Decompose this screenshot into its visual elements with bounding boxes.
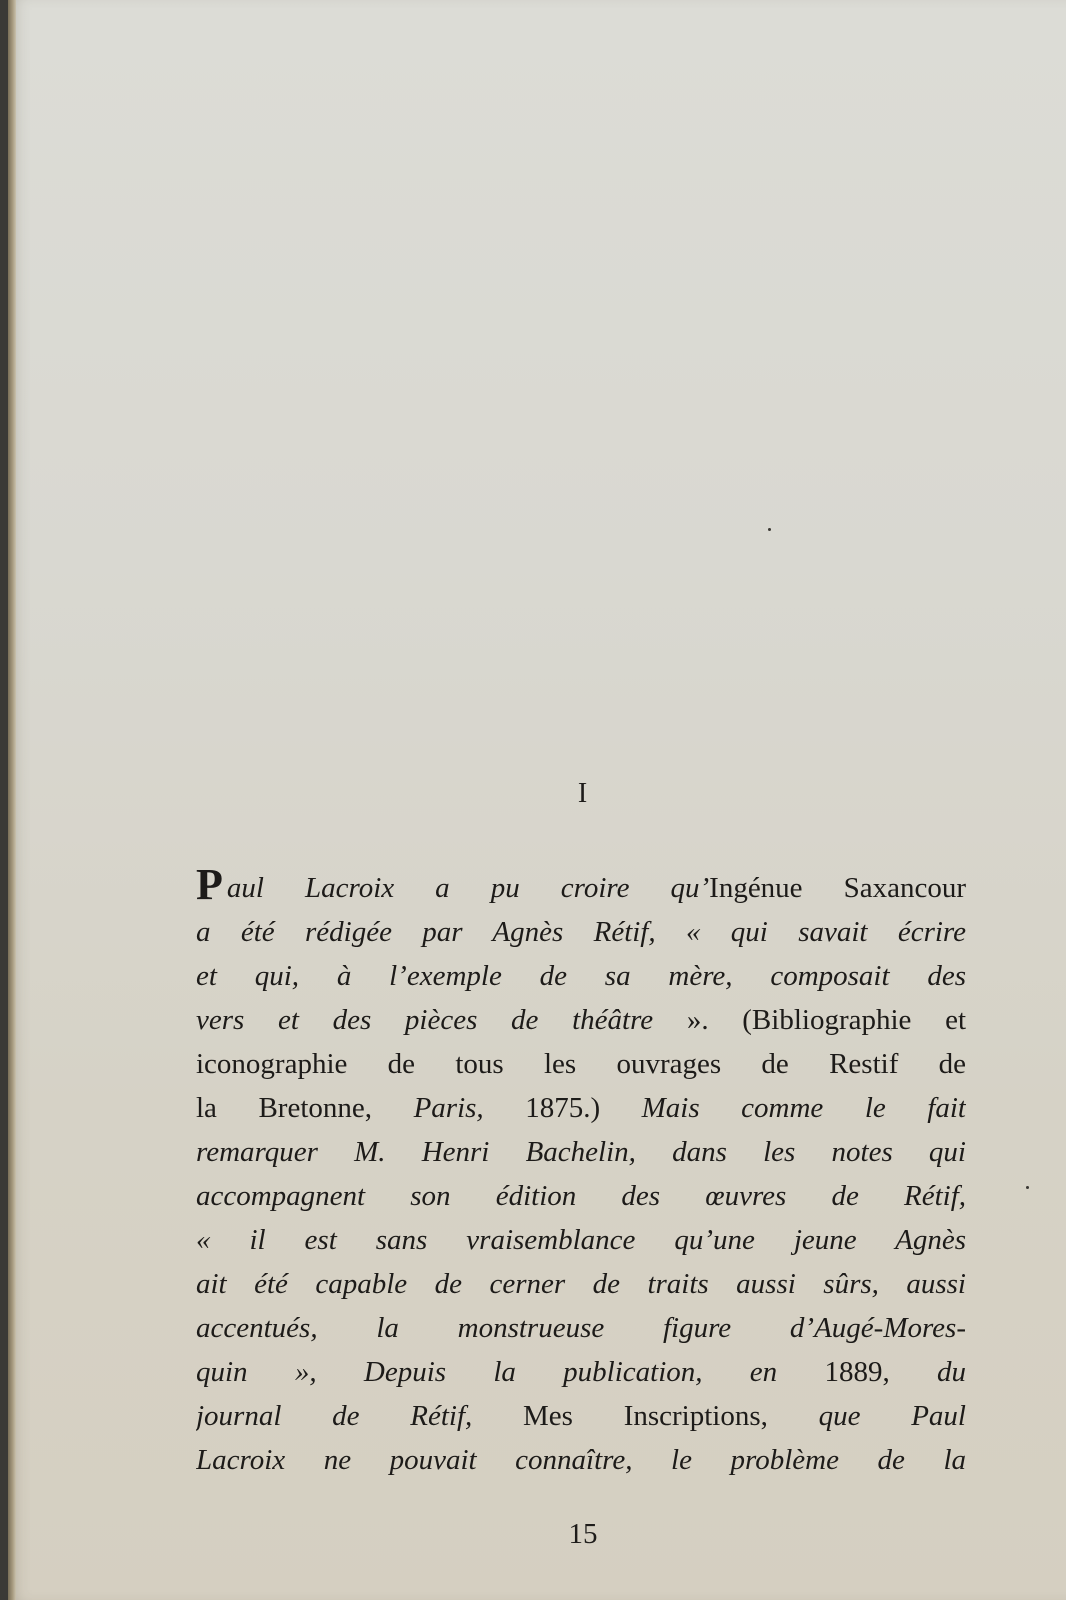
text-line bbox=[196, 1306, 966, 1350]
page-number: 15 bbox=[568, 1518, 598, 1550]
text-line bbox=[196, 866, 966, 910]
body-paragraph bbox=[196, 866, 966, 1482]
italic-text: accentués, la monstrueuse figure d’Augé-Mores- bbox=[196, 1312, 966, 1344]
italic-text: que Paul bbox=[818, 1400, 966, 1432]
italic-text: Mais comme le fait bbox=[641, 1092, 966, 1124]
drop-cap: P bbox=[196, 866, 223, 909]
text-line bbox=[196, 910, 966, 954]
roman-text: la Bretonne, bbox=[196, 1092, 414, 1124]
roman-text: iconographie de tous les ouvrages de Restif de bbox=[196, 1048, 966, 1080]
roman-text: ». (Bibliographie et bbox=[653, 1004, 966, 1036]
text-line bbox=[196, 1174, 966, 1218]
book-page bbox=[8, 0, 1066, 1600]
italic-text: quin », Depuis la publication, en bbox=[196, 1356, 778, 1388]
text-line bbox=[196, 1350, 966, 1394]
text-line bbox=[196, 1086, 966, 1130]
roman-text: 1889, bbox=[777, 1356, 937, 1388]
text-line bbox=[196, 1262, 966, 1306]
paper-speck bbox=[1026, 1186, 1029, 1189]
text-line bbox=[196, 954, 966, 998]
roman-text: Mes Inscriptions, bbox=[472, 1400, 819, 1432]
italic-text: « il est sans vraisemblance qu’une jeune Agnès bbox=[196, 1224, 966, 1256]
italic-text: du bbox=[937, 1356, 966, 1388]
italic-text: ait été capable de cerner de traits aussi sûrs, aussi bbox=[196, 1268, 966, 1300]
italic-text: et qui, à l’exemple de sa mère, composait des bbox=[196, 960, 966, 992]
text-line bbox=[196, 998, 966, 1042]
italic-text: Paris, bbox=[413, 1092, 484, 1124]
italic-text: a été rédigée par Agnès Rétif, « qui savait écrire bbox=[196, 916, 966, 948]
text-line bbox=[196, 1218, 966, 1262]
text-line bbox=[196, 1438, 966, 1482]
italic-text: journal de Rétif, bbox=[196, 1400, 473, 1432]
paper-speck bbox=[768, 528, 771, 531]
italic-text: vers et des pièces de théâtre bbox=[196, 1004, 654, 1036]
italic-text: accompagnent son édition des œuvres de Rétif, bbox=[196, 1180, 966, 1212]
italic-text: remarquer M. Henri Bachelin, dans les notes qui bbox=[196, 1136, 966, 1168]
roman-text: 1875.) bbox=[483, 1092, 642, 1124]
italic-text: Lacroix ne pouvait connaître, le problème de la bbox=[196, 1444, 966, 1476]
text-line bbox=[196, 1130, 966, 1174]
roman-text: Ingénue Saxancour bbox=[709, 872, 966, 904]
text-line bbox=[196, 1394, 966, 1438]
text-line bbox=[196, 1042, 966, 1086]
chapter-number: I bbox=[577, 778, 589, 809]
italic-text: aul Lacroix a pu croire qu’ bbox=[226, 872, 710, 904]
